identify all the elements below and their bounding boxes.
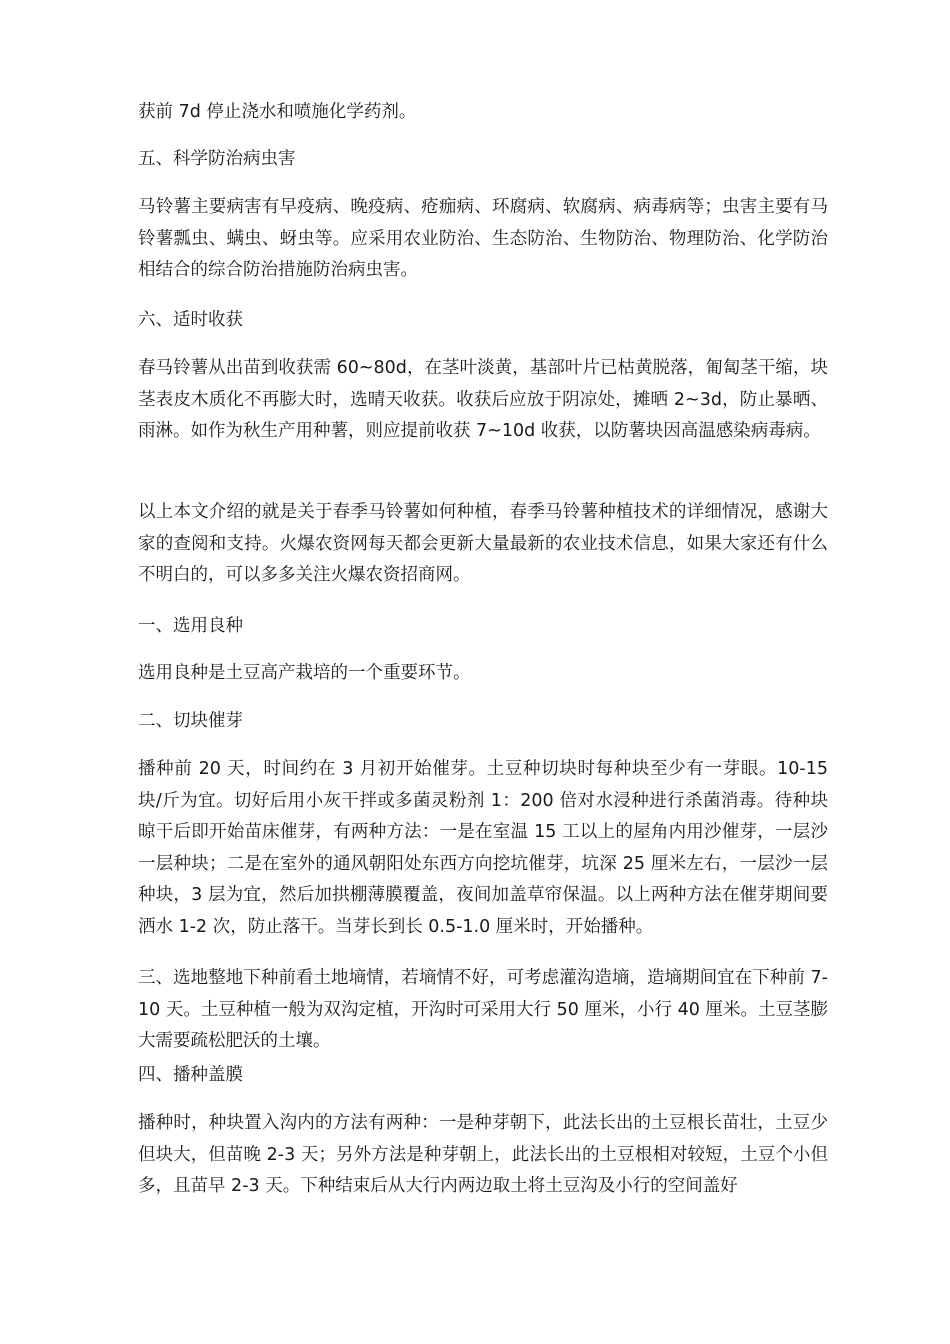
- paragraph-seed-selection: 选用良种是土豆高产栽培的一个重要环节。: [138, 663, 471, 683]
- paragraph-harvest: 春马铃薯从出苗到收获需 60~80d，在茎叶淡黄，基部叶片已枯黄脱落，匍匐茎干缩，块茎表皮木质化不再膨大时，选晴天收获。收获后应放于阴凉处，摊晒 2~3d，防止暴晒、雨淋。如作为秋生产用种薯，则应提前收获 7~10d 收获，以防薯块因高温感染病毒病。: [138, 358, 828, 441]
- paragraph-pest-control: 马铃薯主要病害有早疫病、晚疫病、疮痂病、环腐病、软腐病、病毒病等；虫害主要有马铃薯瓢虫、螨虫、蚜虫等。应采用农业防治、生态防治、生物防治、物理防治、化学防治相结合的综合防治措施防治病虫害。: [138, 197, 828, 280]
- paragraph-summary: 以上本文介绍的就是关于春季马铃薯如何种植，春季马铃薯种植技术的详细情况，感谢大家的查阅和支持。火爆农资网每天都会更新大量最新的农业技术信息，如果大家还有什么不明白的，可以多多关注火爆农资招商网。: [138, 502, 828, 585]
- paragraph-land-preparation: 三、选地整地下种前看土地墒情，若墒情不好，可考虑灌沟造墒，造墒期间宜在下种前 7-10 天。土豆种植一般为双沟定植，开沟时可采用大行 50 厘米，小行 40 厘米。土豆茎膨大需要疏松肥沃的土壤。: [138, 968, 828, 1051]
- section-heading-seed-selection: 一、选用良种: [138, 616, 243, 636]
- paragraph-intro-fragment: 获前 7d 停止浇水和喷施化学药剂。: [138, 102, 417, 122]
- paragraph-cutting-sprouting: 播种前 20 天，时间约在 3 月初开始催芽。土豆种切块时每种块至少有一芽眼。10-15 块/斤为宜。切好后用小灰干拌或多菌灵粉剂 1：200 倍对水浸种进行杀菌消毒。待种块晾干后即开始苗床催芽，有两种方法：一是在室温 15 工以上的屋角内用沙催芽，一层沙一层种块；二是在室外的通风朝阳处东西方向挖坑催芽，坑深 25 厘米左右，一层沙一层种块，3 层为宜，然后加拱棚薄膜覆盖，夜间加盖草帘保温。以上两种方法在催芽期间要洒水 1-2 次，防止落干。当芽长到长 0.5-1.0 厘米时，开始播种。: [138, 759, 828, 937]
- paragraph-sowing-mulching: 播种时，种块置入沟内的方法有两种：一是种芽朝下，此法长出的土豆根长苗壮，土豆少但块大，但苗晚 2-3 天；另外方法是种芽朝上，此法长出的土豆根相对较短，土豆个小但多，且苗早 2-3 天。下种结束后从大行内两边取土将土豆沟及小行的空间盖好: [138, 1113, 828, 1196]
- section-heading-harvest: 六、适时收获: [138, 310, 243, 330]
- section-heading-cutting-sprouting: 二、切块催芽: [138, 711, 243, 731]
- section-heading-pest-control: 五、科学防治病虫害: [138, 149, 296, 169]
- section-heading-sowing-mulching: 四、播种盖膜: [138, 1065, 243, 1085]
